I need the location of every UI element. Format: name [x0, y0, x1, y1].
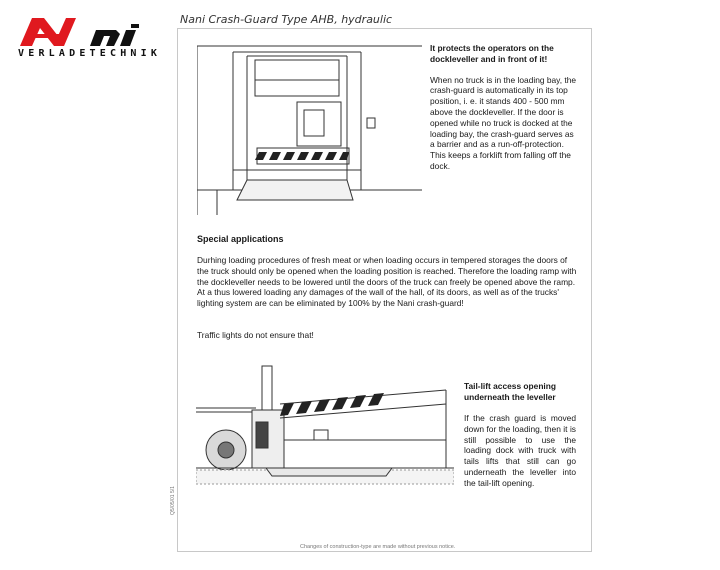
footer-note: Changes of construction-type are made without previous notice. — [300, 544, 456, 550]
traffic-lights-note: Traffic lights do not ensure that! — [197, 330, 314, 340]
top-section-heading: It protects the operators on the dockleveller and in front of it! — [430, 43, 554, 64]
special-applications-body: Durhing loading procedures of fresh meat or when loading occurs in tempered storages the doors of the truck should only be opened when the loading position is reached. Therefore the loading ramp with the dockleveller needs to be lowered until the doors of the truck can freely be opened above the ramp. At a thus lowered loading any damages of the wall of the hall, of its doors, as well as of the trucks' lighting system are can be eliminated by 100% by the Nani crash-guard! — [197, 255, 577, 309]
loading-bay-illustration — [197, 40, 422, 215]
tail-lift-illustration — [196, 360, 454, 500]
top-section-body: When no truck is in the loading bay, the crash-guard is automatically in its top position, i. e. it stands 400 - 500 mm above the dockleveller. If the door is opened while no truck is docked at the loading bay, the crash-guard serves as a barrier and as a run-off-protection. This keeps a forklift from falling off the dock. — [430, 74, 577, 171]
tail-lift-body: If the crash guard is moved down for the loading, then it is still possible to use the loading dock with truck with tails lifts that still can go underneath the leveller into the tail-lift opening. — [464, 413, 576, 488]
top-section — [430, 43, 578, 172]
brand-subtitle: VERLADETECHNIK — [18, 48, 162, 59]
document-title: Nani Crash-Guard Type AHB, hydraulic — [180, 13, 393, 26]
special-applications-heading: Special applications — [197, 234, 284, 244]
side-code: Q5/05/01 5/1 — [170, 486, 176, 515]
tail-lift-heading: Tail-lift access opening underneath the leveller — [464, 381, 556, 402]
